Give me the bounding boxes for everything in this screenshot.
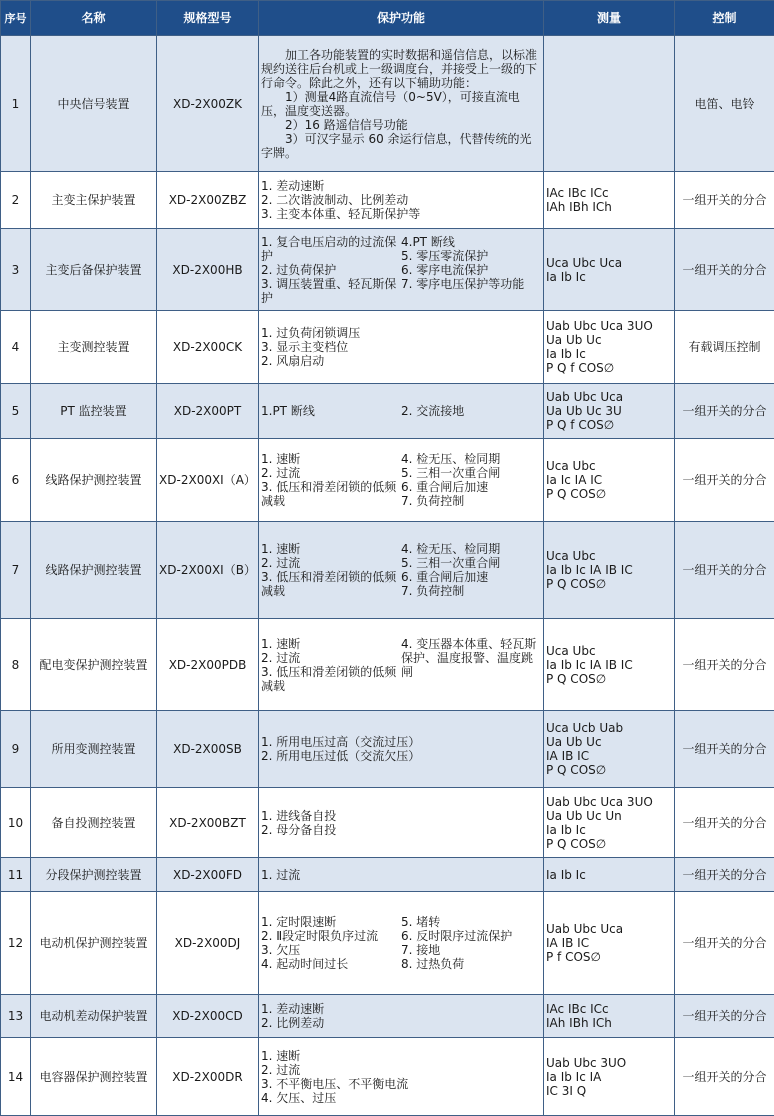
- protection-item: 2. 过负荷保护: [261, 263, 401, 277]
- measure-item: Uca Ubc: [546, 459, 672, 473]
- device-model: XD-2X00PT: [157, 384, 259, 439]
- protection-left-column: [261, 637, 401, 693]
- protection-item: 7. 零序电压保护等功能: [401, 277, 541, 291]
- protection-cell: [259, 1038, 544, 1116]
- device-name: 配电变保护测控装置: [31, 619, 157, 711]
- protection-columns: [261, 915, 541, 971]
- protection-item: 2. 母分备自投: [261, 823, 541, 837]
- device-name: 主变后备保护装置: [31, 229, 157, 311]
- protection-cell: [259, 711, 544, 788]
- device-model: XD-2X00HB: [157, 229, 259, 311]
- measure-cell: [544, 36, 675, 172]
- measure-item: Ua Ub Uc: [546, 333, 672, 347]
- device-model: XD-2X00ZK: [157, 36, 259, 172]
- measure-item: Uca Ubc: [546, 549, 672, 563]
- protection-item: 1. 复合电压启动的过流保护: [261, 235, 401, 263]
- row-number: 1: [1, 36, 31, 172]
- measure-item: IAc IBc ICc: [546, 1002, 672, 1016]
- protection-left-column: [261, 915, 401, 971]
- protection-item: 4. 起动时间过长: [261, 957, 401, 971]
- measure-item: Ia Ib Ic: [546, 823, 672, 837]
- protection-right-column: [401, 915, 541, 971]
- measure-cell: [544, 172, 675, 229]
- measure-item: P Q COS∅: [546, 487, 672, 501]
- table-row: [1, 892, 774, 995]
- measure-item: P Q f COS∅: [546, 361, 672, 375]
- protection-cell: [259, 995, 544, 1038]
- device-name: 主变测控装置: [31, 311, 157, 384]
- measure-item: Ia Ic IA IC: [546, 473, 672, 487]
- protection-item: 4.PT 断线: [401, 235, 541, 249]
- measure-item: Uab Ubc Uca 3UO: [546, 795, 672, 809]
- measure-cell: [544, 711, 675, 788]
- control-cell: 一组开关的分合: [675, 619, 774, 711]
- header-control: 控制: [675, 1, 774, 36]
- control-cell: 一组开关的分合: [675, 858, 774, 892]
- table-row: [1, 788, 774, 858]
- protection-item: 5. 堵转: [401, 915, 541, 929]
- protection-item: 3）可汉字显示 60 余运行信息，代替传统的光字牌。: [261, 132, 541, 160]
- device-model: XD-2X00PDB: [157, 619, 259, 711]
- measure-cell: [544, 995, 675, 1038]
- control-cell: 有载调压控制: [675, 311, 774, 384]
- measure-item: IC 3I Q: [546, 1084, 672, 1098]
- protection-item: 3. 低压和滑差闭锁的低频减载: [261, 480, 401, 508]
- protection-item: 3. 调压装置重、轻瓦斯保护: [261, 277, 401, 305]
- device-model: XD-2X00XI（B）: [157, 522, 259, 619]
- protection-item: 3. 主变本体重、轻瓦斯保护等: [261, 207, 541, 221]
- device-name: 备自投测控装置: [31, 788, 157, 858]
- table-row: [1, 522, 774, 619]
- device-name: 主变主保护装置: [31, 172, 157, 229]
- device-model: XD-2X00ZBZ: [157, 172, 259, 229]
- protection-item: 6. 反时限序过流保护: [401, 929, 541, 943]
- protection-item: 4. 检无压、检同期: [401, 542, 541, 556]
- protection-item: 5. 零压零流保护: [401, 249, 541, 263]
- measure-cell: [544, 522, 675, 619]
- measure-item: Ia Ib Ic: [546, 270, 672, 284]
- table-row: [1, 858, 774, 892]
- measure-cell: [544, 439, 675, 522]
- control-cell: 一组开关的分合: [675, 892, 774, 995]
- protection-item: 2. 交流接地: [401, 404, 541, 418]
- control-cell: 一组开关的分合: [675, 788, 774, 858]
- header-name: 名称: [31, 1, 157, 36]
- protection-item: 1. 定时限速断: [261, 915, 401, 929]
- protection-item: 1. 速断: [261, 452, 401, 466]
- protection-cell: [259, 439, 544, 522]
- protection-item: 2. 过流: [261, 466, 401, 480]
- header-protection: 保护功能: [259, 1, 544, 36]
- measure-item: P Q COS∅: [546, 577, 672, 591]
- table-row: [1, 995, 774, 1038]
- protection-left-column: [261, 235, 401, 305]
- protection-item: 4. 欠压、过压: [261, 1091, 541, 1105]
- protection-left-column: [261, 404, 401, 418]
- device-model: XD-2X00DR: [157, 1038, 259, 1116]
- measure-cell: [544, 892, 675, 995]
- protection-columns: [261, 637, 541, 693]
- protection-item: 2）16 路遥信信号功能: [261, 118, 541, 132]
- control-cell: 一组开关的分合: [675, 1038, 774, 1116]
- table-row: [1, 711, 774, 788]
- protection-item: 3. 低压和滑差闭锁的低频减载: [261, 665, 401, 693]
- row-number: 6: [1, 439, 31, 522]
- table-row: [1, 619, 774, 711]
- device-model: XD-2X00FD: [157, 858, 259, 892]
- protection-cell: [259, 858, 544, 892]
- device-model: XD-2X00XI（A）: [157, 439, 259, 522]
- measure-item: Ua Ub Uc 3U: [546, 404, 672, 418]
- protection-item: 3. 低压和滑差闭锁的低频减载: [261, 570, 401, 598]
- measure-item: Uca Ucb Uab: [546, 721, 672, 735]
- measure-item: IA IB IC: [546, 749, 672, 763]
- protection-item: 6. 零序电流保护: [401, 263, 541, 277]
- protection-cell: [259, 788, 544, 858]
- measure-item: P Q COS∅: [546, 763, 672, 777]
- row-number: 9: [1, 711, 31, 788]
- protection-cell: [259, 311, 544, 384]
- control-cell: 一组开关的分合: [675, 172, 774, 229]
- protection-right-column: [401, 637, 541, 693]
- device-model: XD-2X00DJ: [157, 892, 259, 995]
- protection-item: 2. 过流: [261, 1063, 541, 1077]
- measure-cell: [544, 858, 675, 892]
- measure-item: IAh IBh ICh: [546, 1016, 672, 1030]
- control-cell: 一组开关的分合: [675, 995, 774, 1038]
- protection-item: 1. 速断: [261, 637, 401, 651]
- protection-item: 7. 负荷控制: [401, 584, 541, 598]
- measure-item: Ia Ib Ic IA IB IC: [546, 563, 672, 577]
- protection-columns: [261, 404, 541, 418]
- measure-item: Ua Ub Uc: [546, 735, 672, 749]
- device-name: 电动机差动保护装置: [31, 995, 157, 1038]
- measure-item: Uab Ubc Uca 3UO: [546, 319, 672, 333]
- protection-left-column: [261, 542, 401, 598]
- protection-columns: [261, 452, 541, 508]
- protection-item: 1. 差动速断: [261, 179, 541, 193]
- protection-item: 1）测量4路直流信号（0~5V），可接直流电压，温度变送器。: [261, 90, 541, 118]
- header-seq: 序号: [1, 1, 31, 36]
- protection-item: 6. 重合闸后加速: [401, 570, 541, 584]
- measure-item: P Q COS∅: [546, 672, 672, 686]
- measure-item: IAc IBc ICc: [546, 186, 672, 200]
- protection-item: 2. 过流: [261, 556, 401, 570]
- row-number: 3: [1, 229, 31, 311]
- measure-item: Uab Ubc Uca: [546, 922, 672, 936]
- protection-item: 3. 欠压: [261, 943, 401, 957]
- measure-item: IA IB IC: [546, 936, 672, 950]
- row-number: 5: [1, 384, 31, 439]
- measure-cell: [544, 619, 675, 711]
- device-name: PT 监控装置: [31, 384, 157, 439]
- table-row: [1, 384, 774, 439]
- control-cell: 电笛、电铃: [675, 36, 774, 172]
- protection-left-column: [261, 452, 401, 508]
- protection-item: 1. 所用电压过高（交流过压）: [261, 735, 541, 749]
- protection-item: 4. 变压器本体重、轻瓦斯保护、温度报警、温度跳闸: [401, 637, 541, 679]
- protection-cell: [259, 172, 544, 229]
- protection-item: 3. 显示主变档位: [261, 340, 541, 354]
- protection-item: 1. 速断: [261, 1049, 541, 1063]
- protection-cell: [259, 619, 544, 711]
- header-model: 规格型号: [157, 1, 259, 36]
- device-model: XD-2X00CD: [157, 995, 259, 1038]
- protection-right-column: [401, 542, 541, 598]
- measure-item: Ia Ib Ic: [546, 868, 672, 882]
- protection-item: 1.PT 断线: [261, 404, 401, 418]
- protection-item: 5. 三相一次重合闸: [401, 466, 541, 480]
- protection-item: 6. 重合闸后加速: [401, 480, 541, 494]
- measure-item: Uca Ubc Uca: [546, 256, 672, 270]
- protection-item: 1. 速断: [261, 542, 401, 556]
- protection-item: 7. 接地: [401, 943, 541, 957]
- device-name: 中央信号装置: [31, 36, 157, 172]
- device-name: 分段保护测控装置: [31, 858, 157, 892]
- device-model: XD-2X00CK: [157, 311, 259, 384]
- protection-item: 2. 二次谐波制动、比例差动: [261, 193, 541, 207]
- measure-cell: [544, 384, 675, 439]
- protection-item: 7. 负荷控制: [401, 494, 541, 508]
- measure-item: IAh IBh ICh: [546, 200, 672, 214]
- device-name: 所用变测控装置: [31, 711, 157, 788]
- device-model: XD-2X00BZT: [157, 788, 259, 858]
- protection-right-column: [401, 235, 541, 305]
- measure-cell: [544, 311, 675, 384]
- control-cell: 一组开关的分合: [675, 522, 774, 619]
- control-cell: 一组开关的分合: [675, 384, 774, 439]
- device-name: 电动机保护测控装置: [31, 892, 157, 995]
- measure-cell: [544, 1038, 675, 1116]
- header-measure: 测量: [544, 1, 675, 36]
- device-name: 电容器保护测控装置: [31, 1038, 157, 1116]
- header-row: [1, 1, 774, 36]
- table-row: [1, 36, 774, 172]
- measure-item: Uca Ubc: [546, 644, 672, 658]
- measure-item: Ua Ub Uc Un: [546, 809, 672, 823]
- table-row: [1, 229, 774, 311]
- protection-cell: [259, 384, 544, 439]
- row-number: 7: [1, 522, 31, 619]
- protection-intro: 加工各功能装置的实时数据和遥信信息，以标准规约送往后台机或上一级调度台，并接受上一级的下行命令。除此之外，还有以下辅助功能：: [261, 48, 541, 90]
- measure-item: P Q f COS∅: [546, 418, 672, 432]
- protection-item: 3. 不平衡电压、不平衡电流: [261, 1077, 541, 1091]
- protection-item: 2. 比例差动: [261, 1016, 541, 1030]
- table-row: [1, 439, 774, 522]
- measure-cell: [544, 788, 675, 858]
- control-cell: 一组开关的分合: [675, 439, 774, 522]
- protection-item: 2. Ⅱ段定时限负序过流: [261, 929, 401, 943]
- row-number: 11: [1, 858, 31, 892]
- measure-item: Ia Ib Ic: [546, 347, 672, 361]
- protection-item: 2. 过流: [261, 651, 401, 665]
- protection-item: 4. 检无压、检同期: [401, 452, 541, 466]
- protection-cell: [259, 229, 544, 311]
- protection-right-column: [401, 404, 541, 418]
- row-number: 4: [1, 311, 31, 384]
- measure-item: Ia Ib Ic IA: [546, 1070, 672, 1084]
- protection-columns: [261, 542, 541, 598]
- row-number: 14: [1, 1038, 31, 1116]
- device-model: XD-2X00SB: [157, 711, 259, 788]
- measure-item: Uab Ubc 3UO: [546, 1056, 672, 1070]
- protection-columns: [261, 235, 541, 305]
- measure-cell: [544, 229, 675, 311]
- measure-item: P Q COS∅: [546, 837, 672, 851]
- row-number: 8: [1, 619, 31, 711]
- row-number: 13: [1, 995, 31, 1038]
- row-number: 12: [1, 892, 31, 995]
- table-row: [1, 1038, 774, 1116]
- protection-cell: [259, 892, 544, 995]
- table-row: [1, 311, 774, 384]
- control-cell: 一组开关的分合: [675, 711, 774, 788]
- protection-item: 1. 差动速断: [261, 1002, 541, 1016]
- control-cell: 一组开关的分合: [675, 229, 774, 311]
- protection-item: 5. 三相一次重合闸: [401, 556, 541, 570]
- protection-item: 1. 过负荷闭锁调压: [261, 326, 541, 340]
- protection-cell: [259, 36, 544, 172]
- device-name: 线路保护测控装置: [31, 522, 157, 619]
- protection-item: 2. 风扇启动: [261, 354, 541, 368]
- table-row: [1, 172, 774, 229]
- row-number: 10: [1, 788, 31, 858]
- protection-item: 1. 进线备自投: [261, 809, 541, 823]
- protection-item: 8. 过热负荷: [401, 957, 541, 971]
- protection-item: 1. 过流: [261, 868, 541, 882]
- device-name: 线路保护测控装置: [31, 439, 157, 522]
- measure-item: P f COS∅: [546, 950, 672, 964]
- protection-cell: [259, 522, 544, 619]
- measure-item: Ia Ib Ic IA IB IC: [546, 658, 672, 672]
- protection-item: 2. 所用电压过低（交流欠压）: [261, 749, 541, 763]
- measure-item: Uab Ubc Uca: [546, 390, 672, 404]
- row-number: 2: [1, 172, 31, 229]
- protection-right-column: [401, 452, 541, 508]
